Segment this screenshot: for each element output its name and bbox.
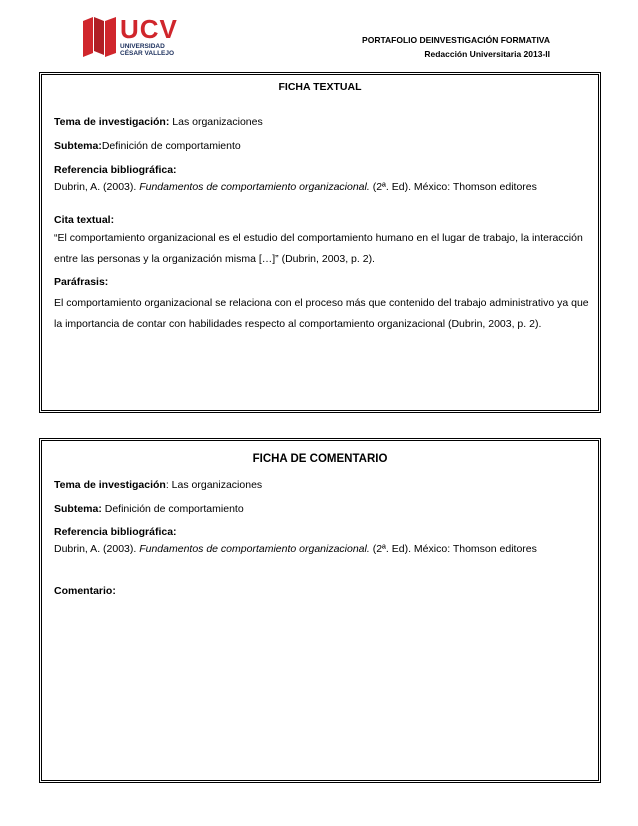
comentario-tema-field [54, 478, 590, 493]
comentario-field [54, 584, 590, 599]
tema-value: Las organizaciones [169, 116, 263, 128]
referencia-value [54, 180, 590, 195]
comentario-tema-label: Tema de investigación [54, 479, 166, 491]
parafrasis-line-1: El comportamiento organizacional se relaciona con el proceso más que contenido del trabajo administrativo ya que [54, 297, 589, 309]
ucv-emblem-icon [83, 15, 117, 59]
subtema-label: Subtema: [54, 140, 102, 152]
referencia-authors: Dubrin, A. (2003). [54, 181, 140, 193]
logo-line1: UNIVERSIDAD [120, 43, 165, 50]
logo-line2: CÉSAR VALLEJO [120, 50, 175, 57]
header-title-line2: Redacción Universitaria 2013-II [424, 49, 550, 59]
ficha-comentario-title: FICHA DE COMENTARIO [252, 453, 388, 465]
comentario-label: Comentario: [54, 585, 116, 597]
comentario-referencia-field [54, 525, 590, 557]
comentario-tema-value: : Las organizaciones [165, 479, 263, 491]
referencia-edition: (2ª. Ed). México: Thomson editores [369, 181, 537, 193]
parafrasis-label: Paráfrasis: [54, 276, 109, 288]
referencia-label: Referencia bibliográfica: [54, 164, 177, 176]
comentario-referencia-book-title: Fundamentos de comportamiento organizacional. [139, 543, 370, 555]
ficha-textual-title: FICHA TEXTUAL [278, 81, 362, 93]
subtema-field [54, 139, 590, 154]
comentario-subtema-label: Subtema: [54, 503, 102, 515]
tema-field [54, 115, 590, 130]
ficha-comentario-card [39, 438, 601, 783]
header-title-line1: PORTAFOLIO DEINVESTIGACIÓN FORMATIVA [362, 35, 550, 45]
comentario-referencia-authors: Dubrin, A. (2003). [54, 543, 140, 555]
comentario-referencia-label: Referencia bibliográfica: [54, 526, 177, 538]
referencia-book-title: Fundamentos de comportamiento organizacional. [139, 181, 370, 193]
cita-field [54, 213, 590, 270]
logo-brand: UCV [120, 14, 178, 44]
cita-label: Cita textual: [54, 214, 115, 226]
header-title [362, 35, 550, 60]
comentario-subtema-field [54, 502, 590, 517]
comentario-referencia-value [54, 542, 590, 557]
parafrasis-line-2: la importancia de contar con habilidades respecto al comportamiento organizacional (Dubrin, 2003, p. 2). [54, 318, 542, 330]
cita-line-1: “El comportamiento organizacional es el estudio del comportamiento humano en el lugar de trabajo, la interacción [54, 232, 583, 244]
ucv-logo [83, 15, 193, 61]
subtema-value: Definición de comportamiento [101, 140, 241, 152]
comentario-referencia-edition: (2ª. Ed). México: Thomson editores [369, 543, 537, 555]
tema-label: Tema de investigación: [54, 116, 170, 128]
comentario-subtema-value: Definición de comportamiento [101, 503, 244, 515]
ficha-textual-card [39, 72, 601, 413]
parafrasis-field [54, 275, 590, 335]
referencia-field [54, 163, 590, 195]
cita-line-2: entre las personas y la organización misma […]” (Dubrin, 2003, p. 2). [54, 253, 375, 265]
